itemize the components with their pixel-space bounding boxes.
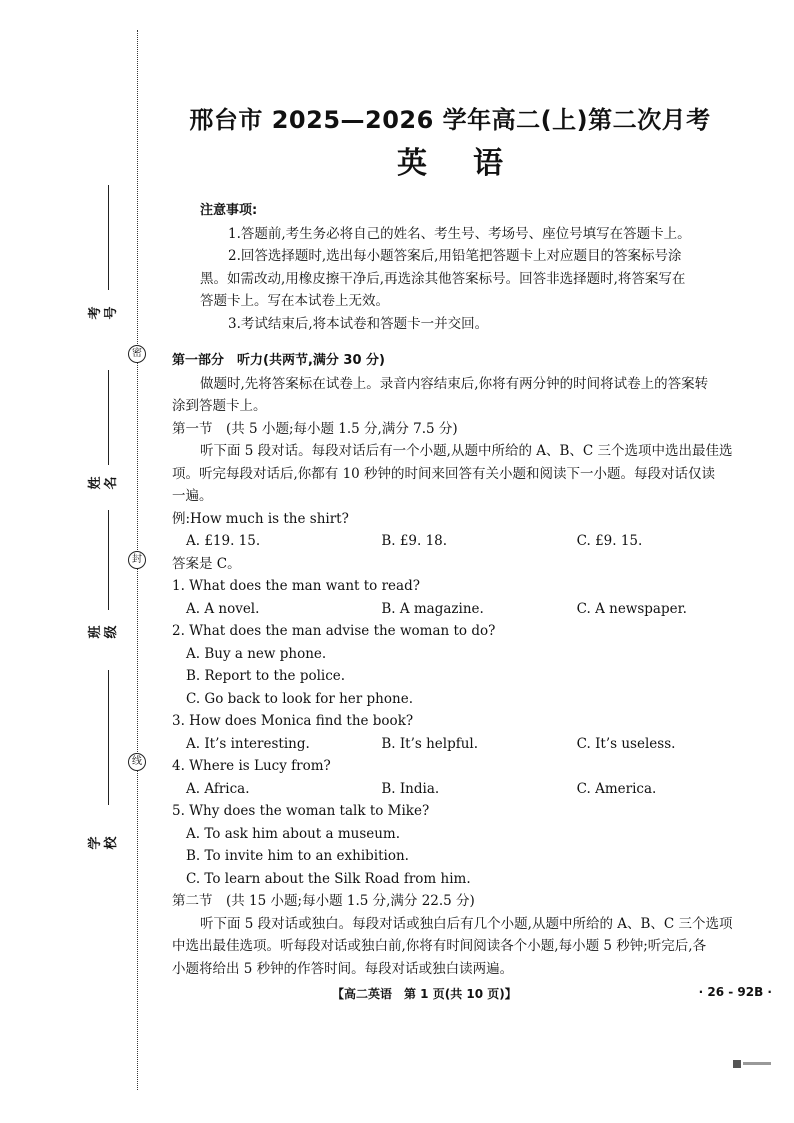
footer-page-info: 【高二英语 第 1 页(共 10 页)】 <box>332 987 517 1001</box>
question-5: 5. Why does the woman talk to Mike? <box>172 803 430 819</box>
question-4-options <box>172 778 772 801</box>
q5-option-a: A. To ask him about a museum. <box>186 825 401 842</box>
q1-option-b: B. A magazine. <box>381 600 484 617</box>
section1-heading: 第一节 (共 5 小题;每小题 1.5 分,满分 7.5 分) <box>172 420 458 437</box>
q4-option-a: A. Africa. <box>186 780 250 797</box>
class-blank <box>108 510 109 610</box>
example-options <box>172 530 772 553</box>
section2-directions-line-2: 中选出最佳选项。听每段对话或独白前,你将有时间阅读各个小题,每小题 5 秒钟;听完后,各 <box>172 938 707 954</box>
name-label: 姓名 <box>88 476 119 490</box>
part1-heading: 第一部分 听力(共两节,满分 30 分) <box>172 353 385 368</box>
school-field <box>88 670 118 860</box>
name-field <box>88 370 118 520</box>
section1-directions-line-2: 项。听完每段对话后,你都有 10 秒钟的时间来回答有关小题和阅读下一小题。每段对话仅读 <box>172 465 716 482</box>
section1-directions-line-1: 听下面 5 段对话。每段对话后有一个小题,从题中所给的 A、B、C 三个选项中选出最佳选 <box>200 443 733 459</box>
footer-code: · 26 - 92B · <box>698 985 772 999</box>
section2-directions-line-1: 听下面 5 段对话或独白。每段对话或独白后有几个小题,从题中所给的 A、B、C 三个选项 <box>200 915 733 932</box>
seal-mark-xian: 线 <box>128 753 146 771</box>
exam-title: 邢台市 2025—2026 学年高二(上)第二次月考 <box>189 106 711 134</box>
q2-option-b: B. Report to the police. <box>186 668 346 684</box>
seal-mark-feng: 封 <box>128 551 146 569</box>
section2-directions-line-3: 小题将给出 5 秒钟的作答时间。每段对话或独白读两遍。 <box>172 960 514 977</box>
seal-mark-mi: 密 <box>128 345 146 363</box>
q3-option-b: B. It’s helpful. <box>381 735 479 752</box>
publisher-logo-icon <box>733 1059 773 1069</box>
q1-option-c: C. A newspaper. <box>576 600 687 617</box>
example-option-b: B. £9. 18. <box>381 533 448 549</box>
question-3: 3. How does Monica find the book? <box>172 713 414 729</box>
notes-item-2-line-1: 2.回答选择题时,选出每小题答案后,用铅笔把答题卡上对应题目的答案标号涂 <box>228 248 682 264</box>
q4-option-b: B. India. <box>381 780 440 797</box>
notes-item-3: 3.考试结束后,将本试卷和答题卡一并交回。 <box>228 315 489 332</box>
q5-option-b: B. To invite him to an exhibition. <box>186 848 409 864</box>
q3-option-a: A. It’s interesting. <box>186 735 310 752</box>
question-4: 4. Where is Lucy from? <box>172 758 331 774</box>
notes-item-1: 1.答题前,考生务必将自己的姓名、考生号、考场号、座位号填写在答题卡上。 <box>228 225 691 242</box>
class-label: 班级 <box>88 625 119 639</box>
section1-directions-line-3: 一遍。 <box>172 488 213 504</box>
q2-option-c: C. Go back to look for her phone. <box>186 690 413 707</box>
notes-heading: 注意事项: <box>200 203 258 218</box>
part1-intro-line-1: 做题时,先将答案标在试卷上。录音内容结束后,你将有两分钟的时间将试卷上的答案转 <box>200 375 709 392</box>
page-body <box>172 200 772 980</box>
example-option-c: C. £9. 15. <box>576 533 643 549</box>
part1-intro-line-2: 涂到答题卡上。 <box>172 398 267 414</box>
page-footer <box>172 985 772 1005</box>
school-blank <box>108 670 109 805</box>
name-blank <box>108 370 109 465</box>
q5-option-c: C. To learn about the Silk Road from him. <box>186 870 471 887</box>
class-field <box>88 510 118 660</box>
exam-no-field <box>88 185 118 345</box>
q3-option-c: C. It’s useless. <box>576 735 676 752</box>
q4-option-c: C. America. <box>576 780 657 797</box>
question-1-options <box>172 598 772 621</box>
notes-item-2-line-3: 答题卡上。写在本试卷上无效。 <box>200 293 389 309</box>
q2-option-a: A. Buy a new phone. <box>186 645 327 662</box>
notes-item-2-line-2: 黑。如需改动,用橡皮擦干净后,再选涂其他答案标号。回答非选择题时,将答案写在 <box>200 270 686 287</box>
section2-heading: 第二节 (共 15 小题;每小题 1.5 分,满分 22.5 分) <box>172 893 475 909</box>
question-1: 1. What does the man want to read? <box>172 578 420 594</box>
school-label: 学校 <box>88 836 119 850</box>
question-2: 2. What does the man advise the woman to do? <box>172 623 496 639</box>
example-answer: 答案是 C。 <box>172 555 241 572</box>
subject-title: 英语 <box>397 146 549 181</box>
example-question: 例:How much is the shirt? <box>172 510 349 527</box>
exam-no-label: 考号 <box>88 306 119 320</box>
q1-option-a: A. A novel. <box>186 600 260 617</box>
question-3-options <box>172 733 772 756</box>
example-option-a: A. £19. 15. <box>186 533 261 549</box>
exam-no-blank <box>108 185 109 290</box>
